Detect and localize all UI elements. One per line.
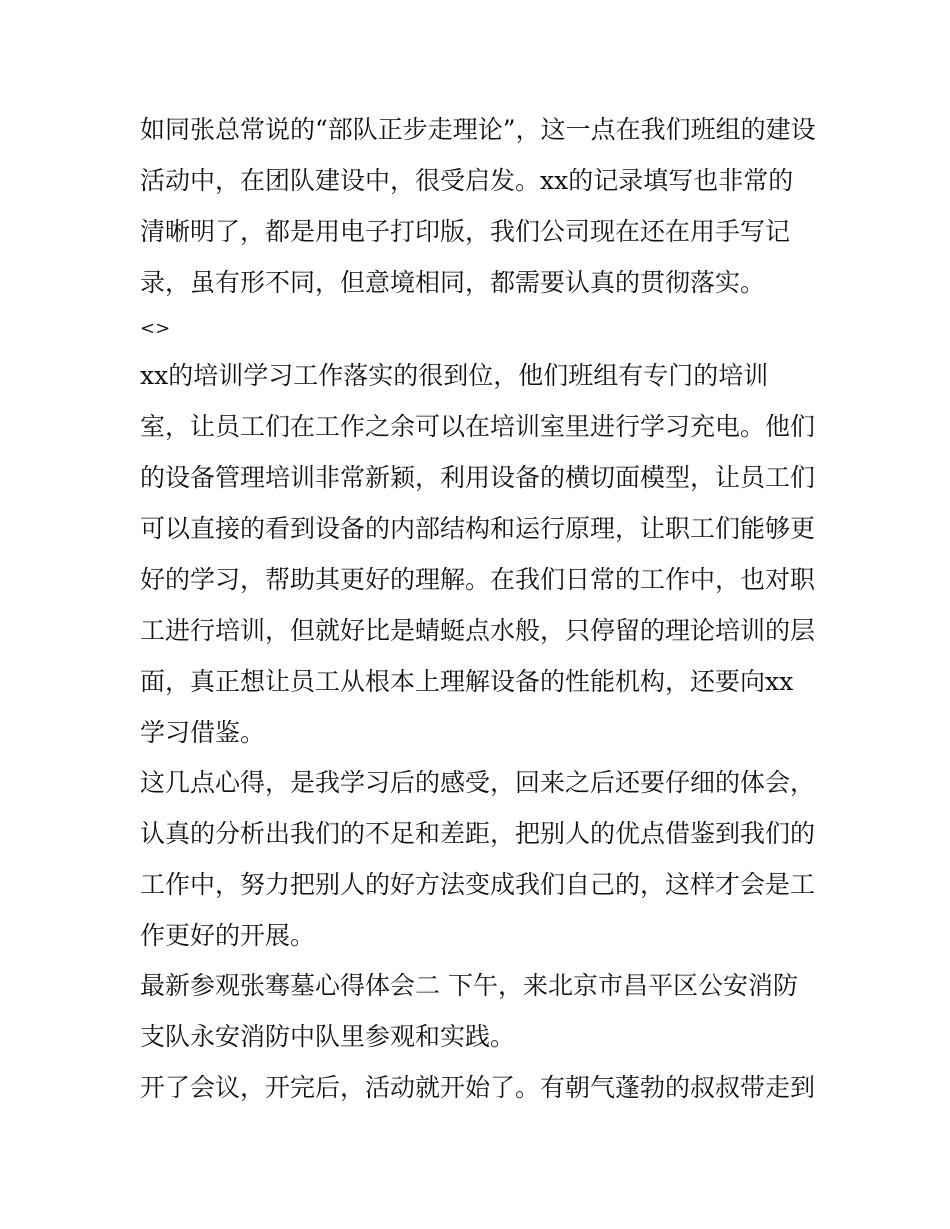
text-line: 室，让员工们在工作之余可以在培训室里进行学习充电。他们 — [140, 412, 816, 441]
text-line-marker: <> — [140, 318, 171, 339]
text-line: 工进行培训，但就好比是蜻蜓点水般，只停留的理论培训的层 — [140, 616, 816, 645]
text-line: 认真的分析出我们的不足和差距，把别人的优点借鉴到我们的 — [140, 819, 816, 848]
text-line: 如同张总常说的“部队正步走理论”，这一点在我们班组的建设 — [140, 115, 816, 144]
text-line: 的设备管理培训非常新颖，利用设备的横切面模型，让员工们 — [140, 463, 816, 492]
text-line: 支队永安消防中队里参观和实践。 — [140, 1022, 516, 1051]
text-line: 清晰明了，都是用电子打印版，我们公司现在还在用手写记 — [140, 217, 791, 246]
text-line: 最新参观张骞墓心得体会二 下午，来北京市昌平区公安消防 — [140, 971, 798, 1000]
text-line: 可以直接的看到设备的内部结构和运行原理，让职工们能够更 — [140, 514, 816, 543]
text-line: 开了会议，开完后，活动就开始了。有朝气蓬勃的叔叔带走到 — [140, 1073, 816, 1102]
text-line: 面，真正想让员工从根本上理解设备的性能机构，还要向xx — [140, 667, 794, 696]
text-line: 学习借鉴。 — [140, 718, 266, 747]
text-line: 活动中，在团队建设中，很受启发。xx的记录填写也非常的 — [140, 166, 794, 195]
text-line: 好的学习，帮助其更好的理解。在我们日常的工作中，也对职 — [140, 565, 816, 594]
text-line: 工作中，努力把别人的好方法变成我们自己的，这样才会是工 — [140, 870, 816, 899]
text-line: 录，虽有形不同，但意境相同，都需要认真的贯彻落实。 — [140, 268, 766, 297]
text-line: 这几点心得，是我学习后的感受，回来之后还要仔细的体会， — [140, 768, 816, 797]
text-line: xx的培训学习工作落实的很到位，他们班组有专门的培训 — [140, 361, 769, 390]
text-line: 作更好的开展。 — [140, 921, 316, 950]
